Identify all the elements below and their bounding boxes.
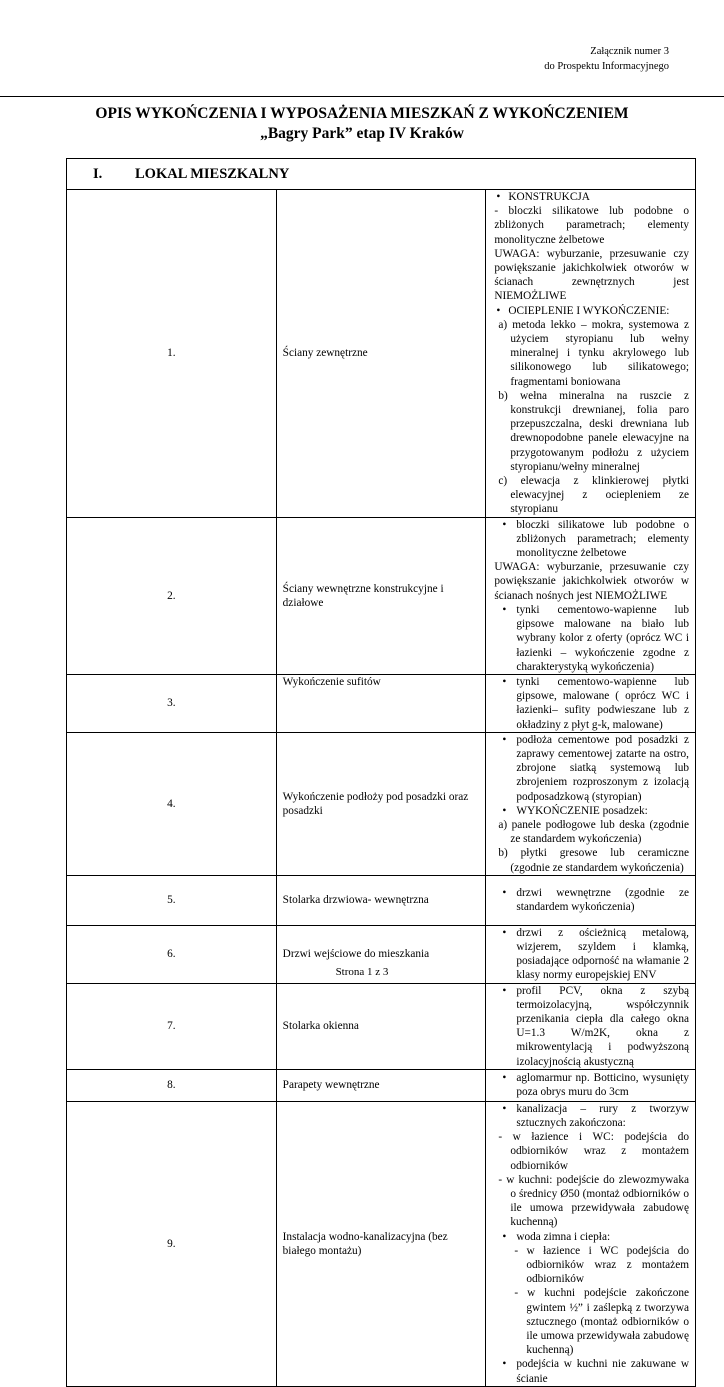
list-item: • profil PCV, okna z szybą termoizolacyjną, współczynnik przenikania ciepła dla całego okna U=1.3 W/m2K, okna z mikrowentylacją i podwyższoną izolacyjnością akustyczną: [494, 984, 689, 1069]
specification-table: [66, 158, 696, 1387]
row-number: 1.: [67, 190, 277, 518]
row-number: 2.: [67, 517, 277, 674]
row-number: 8.: [67, 1069, 277, 1101]
row-content: [486, 875, 696, 925]
table-row: [67, 674, 696, 732]
row-content: [486, 1069, 696, 1101]
list-item: • OCIEPLENIE I WYKOŃCZENIE:: [494, 304, 689, 318]
list-item: • KONSTRUKCJA: [494, 190, 689, 204]
list-item: - w kuchni podejście zakończone gwintem ½” i zaślepką z tworzywa sztucznego (montaż odbiorników o ile umowa przewidywała zabudowę kuchenną): [514, 1287, 689, 1357]
list-item: • drzwi z ościeżnicą metalową, wizjerem, szyldem i klamką, posiadające odporność na włamanie 2 klasy normy europejskiej ENV: [494, 926, 689, 983]
list-item: - bloczki silikatowe lub podobne o zbliżonych parametrach; elementy monolityczne żelbetowe: [494, 205, 689, 246]
list-item: • podłoża cementowe pod posadzki z zaprawy cementowej zatarte na ostro, zbrojone siatką systemową lub zbrojeniem rozproszonym z izolacją podposadzkową (styropian): [494, 733, 689, 804]
row-content: [486, 983, 696, 1069]
row-number: 6.: [67, 925, 277, 983]
list-item: a) panele podłogowe lub deska (zgodnie ze standardem wykończenia): [498, 818, 689, 846]
list-item: • drzwi wewnętrzne (zgodnie ze standardem wykończenia): [494, 886, 689, 914]
list-item: b) płytki gresowe lub ceramiczne (zgodnie ze standardem wykończenia): [498, 847, 689, 874]
row-number: 7.: [67, 983, 277, 1069]
list-item: • podejścia w kuchni nie zakuwane w ścianie: [494, 1357, 689, 1385]
list-item: • aglomarmur np. Botticino, wysunięty poza obrys muru do 3cm: [494, 1071, 689, 1099]
annex-line-2: do Prospektu Informacyjnego: [544, 61, 669, 72]
list-item: • tynki cementowo-wapienne lub gipsowe malowane na biało lub wybrany kolor z oferty (oprócz WC i łazienki – wykończenie zgodne z charakterystyką wykończenia): [494, 603, 689, 674]
row-label: Ściany zewnętrzne: [276, 190, 486, 518]
header-divider: [0, 96, 724, 97]
row-content: [486, 732, 696, 875]
list-item: • tynki cementowo-wapienne lub gipsowe, malowane ( oprócz WC i łazienki– sufity podwieszane lub z okładziny z płyt g-k, malowane): [494, 675, 689, 732]
row-label: Stolarka drzwiowa- wewnętrzna: [276, 875, 486, 925]
row-content: [486, 517, 696, 674]
row-number: 4.: [67, 732, 277, 875]
annex-line-1: Załącznik numer 3: [590, 46, 669, 57]
list-item: • kanalizacja – rury z tworzyw sztucznych zakończona:: [494, 1102, 689, 1130]
row-label: Instalacja wodno-kanalizacyjna (bez białego montażu): [276, 1101, 486, 1386]
table-row: [67, 732, 696, 875]
list-item: UWAGA: wyburzanie, przesuwanie czy powiększanie jakichkolwiek otworów w ścianach zewnętrznych jest NIEMOŻLIWE: [494, 247, 689, 303]
list-item: • woda zimna i ciepła:: [494, 1230, 689, 1244]
list-item: a) metoda lekko – mokra, systemowa z użyciem styropianu lub wełny mineralnej i tynku akrylowego lub silikonowego lub silikatowego; fragmentami boniowana: [498, 318, 689, 388]
row-content: [486, 1101, 696, 1386]
section-number: I.: [93, 165, 103, 182]
annex-note: [544, 44, 669, 74]
table-row: [67, 983, 696, 1069]
row-number: 9.: [67, 1101, 277, 1386]
page-number: Strona 1 z 3: [335, 966, 389, 978]
section-title: LOKAL MIESZKALNY: [135, 165, 290, 182]
list-item: - w łazience i WC podejścia do odbiorników wraz z montażem odbiorników: [514, 1244, 689, 1286]
row-content: [486, 190, 696, 518]
title-line-2: „Bagry Park” etap IV Kraków: [260, 125, 464, 142]
table-row: [67, 1069, 696, 1101]
row-number: 3.: [67, 674, 277, 732]
list-item: c) elewacja z klinkierowej płytki elewacyjnej z ociepleniem ze styropianu: [498, 475, 689, 516]
row-content: [486, 674, 696, 732]
table-row: [67, 190, 696, 518]
row-label: Ściany wewnętrzne konstrukcyjne i działowe: [276, 517, 486, 674]
row-label: Parapety wewnętrzne: [276, 1069, 486, 1101]
list-item: b) wełna mineralna na ruszcie z konstrukcji drewnianej, folia paro przepuszczalna, deski drewniana lub drewnopodobne panele elewacyjne na przygotowanym podłożu z użyciem styropianu/wełny mineralnej: [498, 389, 689, 473]
document-title: [0, 104, 724, 144]
row-label: Drzwi wejściowe do mieszkania: [276, 925, 486, 983]
list-item: UWAGA: wyburzanie, przesuwanie czy powiększanie jakichkolwiek otworów w ścianach nośnych jest NIEMOŻLIWE: [494, 561, 689, 602]
row-number: 5.: [67, 875, 277, 925]
list-item: • bloczki silikatowe lub podobne o zbliżonych parametrach; elementy monolityczne żelbetowe: [494, 518, 689, 561]
list-item: - w łazience i WC: podejścia do odbiorników wraz z montażem odbiorników: [498, 1131, 689, 1172]
section-header-row: [67, 159, 696, 190]
table-row: [67, 517, 696, 674]
section-header: [67, 159, 696, 190]
row-label: Wykończenie sufitów: [276, 674, 486, 732]
row-label: Wykończenie podłoży pod posadzki oraz posadzki: [276, 732, 486, 875]
list-item: • WYKOŃCZENIE posadzek:: [494, 804, 689, 818]
title-line-1: OPIS WYKOŃCZENIA I WYPOSAŻENIA MIESZKAŃ Z WYKOŃCZENIEM: [95, 105, 629, 122]
table-row: [67, 875, 696, 925]
list-item: - w kuchni: podejście do zlewozmywaka o średnicy Ø50 (montaż odbiorników o ile umowa przewidywała zabudowę kuchenną): [498, 1173, 689, 1229]
row-label: Stolarka okienna: [276, 983, 486, 1069]
table-row: [67, 1101, 696, 1386]
